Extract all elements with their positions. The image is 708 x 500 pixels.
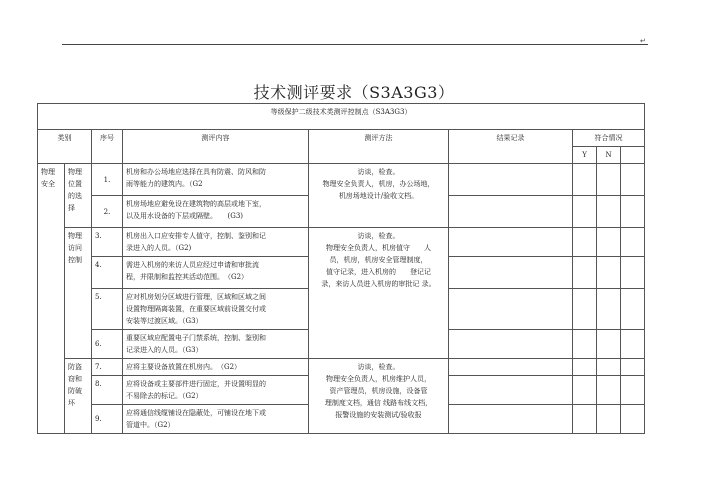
- row-seq: 7.: [92, 359, 123, 376]
- row-content: 需进入机房的来访人员应经过申请和审批流 程，并限制和监控其活动范围。 （G2）: [123, 257, 309, 289]
- result-cell[interactable]: [449, 196, 573, 228]
- page-title: 技术测评要求（S3A3G3）: [253, 83, 455, 102]
- col-header-conformity: 符合情况: [573, 130, 645, 147]
- category-main: 物理安全: [38, 164, 65, 434]
- table-row: [38, 228, 645, 257]
- result-cell[interactable]: [449, 228, 573, 257]
- col-header-category: 类别: [38, 130, 92, 164]
- row-seq: 8.: [92, 376, 123, 405]
- row-content: 机房出入口应安排专人值守，控制、鉴别和记 录进入的人员。（G2): [123, 228, 309, 257]
- row-seq: 9.: [92, 405, 123, 434]
- table-row: [38, 359, 645, 376]
- col-header-seq: 序号: [92, 130, 123, 164]
- table-banner-row: [38, 104, 645, 130]
- table-title: 等级保护二级技术类测评控制点（S3A3G3）: [38, 104, 645, 130]
- no-cell[interactable]: [597, 405, 621, 434]
- row-seq: 2.: [92, 196, 123, 228]
- table-row: [38, 164, 645, 196]
- yes-cell[interactable]: [573, 330, 597, 359]
- yes-cell[interactable]: [573, 196, 597, 228]
- subcategory-label: 防盗窃和防破坏: [65, 359, 92, 434]
- row-method: 访谈，检查。 物理安全负责人，机房值守 人 员，机房，机房安全管理制度， 值守记录，进入机房的 登记记 录，来访人员进入机房的审批记 录。: [309, 228, 449, 359]
- result-cell[interactable]: [449, 164, 573, 196]
- no-cell[interactable]: [597, 376, 621, 405]
- extra-cell[interactable]: [621, 330, 645, 359]
- row-seq: 6.: [92, 330, 123, 359]
- no-cell[interactable]: [597, 164, 621, 196]
- result-cell[interactable]: [449, 257, 573, 289]
- table-header-row: [38, 130, 645, 147]
- result-cell[interactable]: [449, 405, 573, 434]
- no-cell[interactable]: [597, 196, 621, 228]
- extra-cell[interactable]: [621, 359, 645, 376]
- row-seq: 5.: [92, 289, 123, 330]
- col-header-result: 结果记录: [449, 130, 573, 164]
- extra-cell[interactable]: [621, 289, 645, 330]
- row-seq: 3.: [92, 228, 123, 257]
- col-header-no: N: [597, 147, 621, 164]
- header-mark: ↵: [640, 37, 646, 45]
- yes-cell[interactable]: [573, 376, 597, 405]
- result-cell[interactable]: [449, 376, 573, 405]
- row-content: 机房和办公场地应选择在具有防震、防风和防 雨等能力的建筑内。（G2: [123, 164, 309, 196]
- no-cell[interactable]: [597, 289, 621, 330]
- yes-cell[interactable]: [573, 359, 597, 376]
- header-rule: [62, 44, 648, 45]
- result-cell[interactable]: [449, 330, 573, 359]
- control-table: [37, 103, 645, 434]
- extra-cell[interactable]: [621, 257, 645, 289]
- row-content: 重要区域应配置电子门禁系统，控制、鉴别和 记录进入的人员。（G3）: [123, 330, 309, 359]
- extra-cell[interactable]: [621, 405, 645, 434]
- extra-cell[interactable]: [621, 376, 645, 405]
- col-header-yes: Y: [573, 147, 597, 164]
- row-content: 应对机房划分区域进行管理，区域和区域之间 设置物理隔离装置，在重要区域前设置交付或 安装等过渡区域。（G3）: [123, 289, 309, 330]
- yes-cell[interactable]: [573, 289, 597, 330]
- result-cell[interactable]: [449, 359, 573, 376]
- extra-cell[interactable]: [621, 164, 645, 196]
- row-method: 访谈，检查。 物理安全负责人，机房维护人员， 资产管理员，机房设施，设备管 理制度文档，通信 线路布线文档， 报警设施的安装测试/验收报: [309, 359, 449, 434]
- result-cell[interactable]: [449, 289, 573, 330]
- subcategory-label: 物理位置的选择: [65, 164, 92, 228]
- row-content: 机房场地应避免设在建筑物的高层或地下室， 以及用水设备的下层或隔壁。 (G3): [123, 196, 309, 228]
- extra-cell[interactable]: [621, 228, 645, 257]
- yes-cell[interactable]: [573, 228, 597, 257]
- col-header-method: 测评方法: [309, 130, 449, 164]
- no-cell[interactable]: [597, 330, 621, 359]
- no-cell[interactable]: [597, 359, 621, 376]
- row-method: 访谈，检查。 物理安全负责人，机房，办公场地， 机房场地设计/验收文档。: [309, 164, 449, 228]
- no-cell[interactable]: [597, 257, 621, 289]
- yes-cell[interactable]: [573, 405, 597, 434]
- row-seq: 4.: [92, 257, 123, 289]
- yes-cell[interactable]: [573, 164, 597, 196]
- col-header-content: 测评内容: [123, 130, 309, 164]
- row-content: 应将通信线缆铺设在隐蔽处，可铺设在地下或 管道中。（G2）: [123, 405, 309, 434]
- col-header-extra: [621, 147, 645, 164]
- subcategory-label: 物理访问控制: [65, 228, 92, 359]
- row-content: 应将设备或主要部件进行固定，并设置明显的 不易除去的标记。（G2）: [123, 376, 309, 405]
- extra-cell[interactable]: [621, 196, 645, 228]
- yes-cell[interactable]: [573, 257, 597, 289]
- row-seq: 1.: [92, 164, 123, 196]
- row-content: 应将主要设备放置在机房内。 （G2）: [123, 359, 309, 376]
- no-cell[interactable]: [597, 228, 621, 257]
